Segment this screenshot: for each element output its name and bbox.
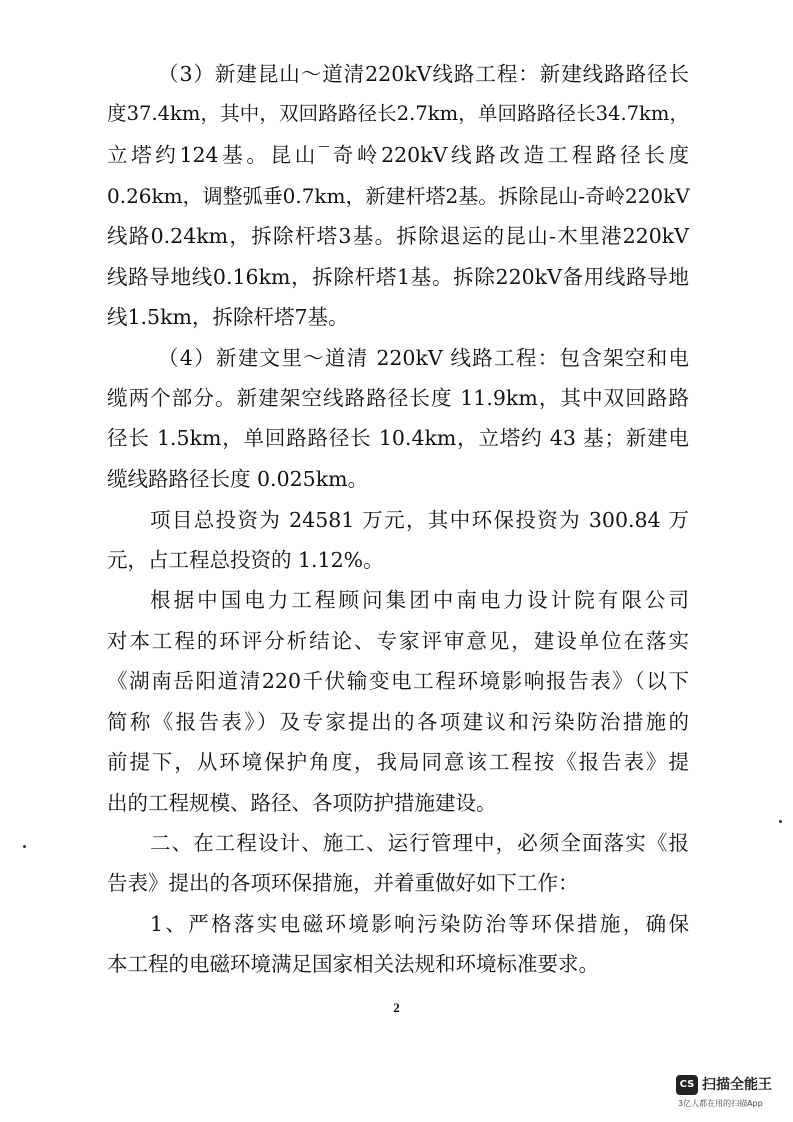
paragraph-6-line-1: 1、严格落实电磁环境影响污染防治等环保措施，确保 [150, 912, 689, 936]
watermark-title: 扫描全能王 [702, 1077, 772, 1093]
paragraph-2-line-3: 径长 1.5km，单回路路径长 10.4km，立塔约 43 基；新建电 [107, 426, 689, 450]
paragraph-1-line-1: （3）新建昆山～道清220kV线路工程：新建线路路径长 [158, 62, 689, 86]
paragraph-1-line-5: 线路0.24km，拆除杆塔3基。拆除退运的昆山-木里港220kV [107, 224, 689, 248]
watermark-subtitle: 3亿人都在用的扫描App [678, 1099, 763, 1108]
paragraph-4-line-5: 前提下，从环境保护角度，我局同意该工程按《报告表》提 [107, 750, 689, 774]
paragraph-1-line-3: 立塔约124基。昆山‾奇岭220kV线路改造工程路径长度 [107, 143, 689, 167]
scanner-watermark [676, 1075, 786, 1115]
page-number: 2 [393, 1000, 400, 1015]
paragraph-4-line-4: 简称《报告表》）及专家提出的各项建议和污染防治措施的 [107, 710, 689, 734]
paragraph-4-line-1: 根据中国电力工程顾问集团中南电力设计院有限公司 [150, 588, 689, 612]
paragraph-2-line-4: 缆线路路径长度 0.025km。 [107, 467, 369, 491]
scan-speck [779, 820, 782, 823]
paragraph-1-line-6: 线路导地线0.16km，拆除杆塔1基。拆除220kV备用线路导地 [107, 265, 689, 289]
paragraph-3-line-1: 项目总投资为 24581 万元，其中环保投资为 300.84 万 [150, 508, 689, 532]
paragraph-4-line-6: 出的工程规模、路径、各项防护措施建设。 [107, 791, 497, 815]
paragraph-5-line-2: 告表》提出的各项环保措施，并着重做好如下工作： [107, 871, 579, 895]
paragraph-1-line-7: 线1.5km，拆除杆塔7基。 [107, 305, 349, 329]
scan-speck [23, 845, 26, 848]
paragraph-2-line-2: 缆两个部分。新建架空线路路径长度 11.9km，其中双回路路 [107, 386, 689, 410]
paragraph-3-line-2: 元，占工程总投资的 1.12%。 [107, 548, 384, 572]
scanner-logo-icon: CS [676, 1075, 698, 1095]
paragraph-6-line-2: 本工程的电磁环境满足国家相关法规和环境标准要求。 [107, 952, 599, 976]
paragraph-1-line-4: 0.26km，调整弧垂0.7km，新建杆塔2基。拆除昆山-奇岭220kV [107, 184, 690, 208]
paragraph-4-line-2: 对本工程的环评分析结论、专家评审意见，建设单位在落实 [107, 629, 689, 653]
paragraph-1-line-2: 度37.4km，其中，双回路路径长2.7km，单回路路径长34.7km， [107, 102, 689, 125]
paragraph-4-line-3: 《湖南岳阳道清220千伏输变电工程环境影响报告表》（以下 [107, 669, 689, 693]
paragraph-5-line-1: 二、在工程设计、施工、运行管理中，必须全面落实《报 [150, 831, 689, 855]
paragraph-2-line-1: （4）新建文里～道清 220kV 线路工程：包含架空和电 [158, 346, 689, 370]
